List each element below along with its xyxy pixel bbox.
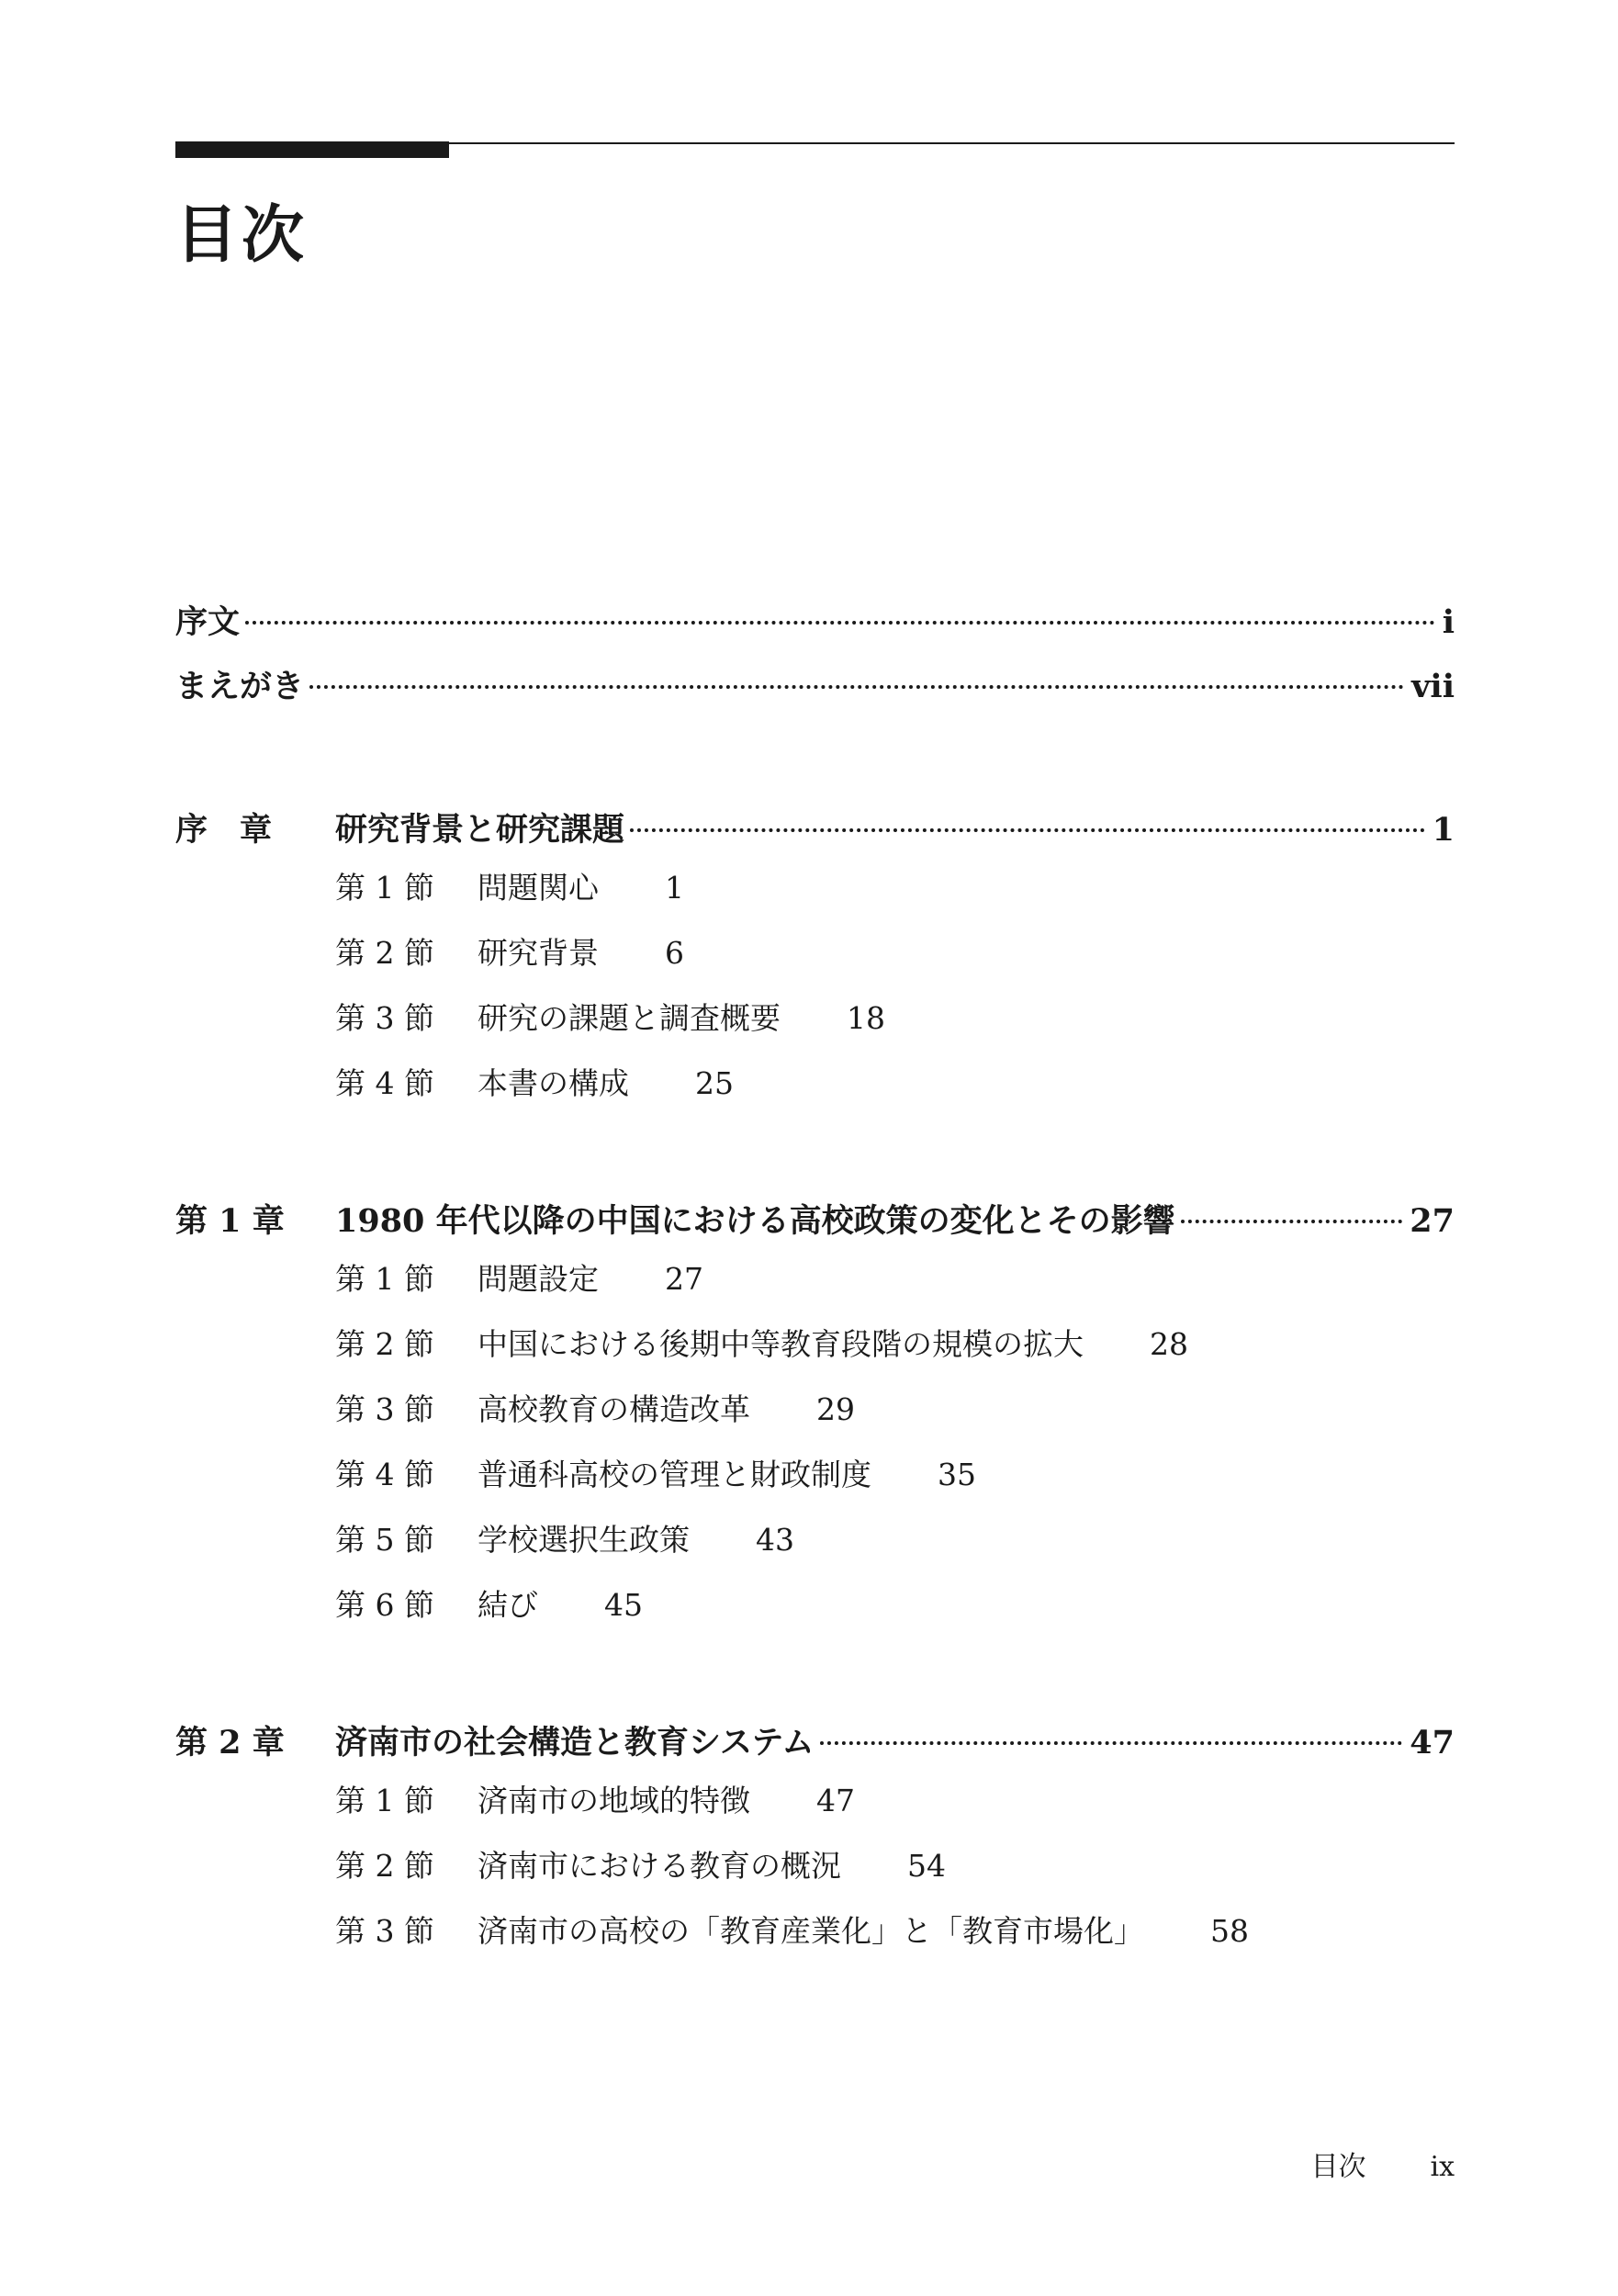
- toc-entry-foreword[interactable]: [175, 661, 1455, 726]
- section-entry[interactable]: [335, 934, 1455, 999]
- section-entry[interactable]: [335, 999, 1455, 1064]
- page-title: 目次: [175, 198, 309, 272]
- section-label: 第 6 節: [335, 1587, 434, 1623]
- section-label: 第 1 節: [335, 1783, 434, 1818]
- section-label: 第 2 節: [335, 935, 434, 971]
- section-list: [335, 1782, 1455, 1977]
- section-title: 済南市の高校の「教育産業化」と「教育市場化」: [478, 1913, 1144, 1949]
- entry-title: 序文: [175, 603, 241, 641]
- section-title: 研究背景: [478, 935, 599, 971]
- section-entry[interactable]: [335, 1586, 1455, 1651]
- page-footer: [1310, 2151, 1455, 2183]
- dot-leader: [1181, 1220, 1403, 1223]
- chapter-label: 第 1 章: [175, 1202, 285, 1240]
- running-title: 目次: [1310, 2151, 1366, 2183]
- section-page: 18: [847, 1000, 885, 1036]
- section-page: 45: [604, 1587, 643, 1623]
- section-label: 第 2 節: [335, 1326, 434, 1362]
- dot-leader: [820, 1741, 1403, 1745]
- section-entry[interactable]: [335, 1064, 1455, 1130]
- dot-leader: [630, 828, 1425, 832]
- chapter-label: 第 2 章: [175, 1724, 285, 1761]
- section-entry[interactable]: [335, 1521, 1455, 1586]
- section-label: 第 3 節: [335, 1913, 434, 1949]
- section-title: 高校教育の構造改革: [478, 1391, 750, 1427]
- chapter-title: 済南市の社会構造と教育システム: [335, 1724, 815, 1761]
- section-title: 普通科高校の管理と財政制度: [478, 1457, 871, 1492]
- section-label: 第 4 節: [335, 1065, 434, 1101]
- chapter-heading[interactable]: [175, 1717, 1455, 1782]
- section-title: 済南市の地域的特徴: [478, 1783, 750, 1818]
- section-list: [335, 1260, 1455, 1651]
- dot-leader: [309, 685, 1404, 689]
- section-title: 中国における後期中等教育段階の規模の拡大: [478, 1326, 1084, 1362]
- chapter-page: 27: [1410, 1202, 1455, 1240]
- section-entry[interactable]: [335, 1782, 1455, 1847]
- section-list: [335, 869, 1455, 1130]
- entry-page: i: [1442, 603, 1455, 641]
- section-entry[interactable]: [335, 1847, 1455, 1912]
- section-entry[interactable]: [335, 1325, 1455, 1390]
- dot-leader: [245, 621, 1435, 625]
- chapter-title: 1980 年代以降の中国における高校政策の変化とその影響: [335, 1202, 1175, 1240]
- chapter-heading[interactable]: [175, 1196, 1455, 1260]
- table-of-contents: [175, 597, 1455, 2043]
- chapter-page: 1: [1432, 811, 1455, 849]
- header-rule-accent: [175, 141, 449, 158]
- chapter-introduction: [175, 805, 1455, 1130]
- section-label: 第 1 節: [335, 1261, 434, 1297]
- section-page: 28: [1150, 1326, 1188, 1362]
- section-page: 27: [665, 1261, 703, 1297]
- section-page: 25: [695, 1065, 734, 1101]
- chapter-1: [175, 1196, 1455, 1651]
- chapter-label: 序 章: [175, 811, 273, 849]
- chapter-title: 研究背景と研究課題: [335, 811, 625, 849]
- page-number: ix: [1430, 2151, 1455, 2183]
- section-label: 第 5 節: [335, 1522, 434, 1558]
- section-page: 1: [665, 870, 684, 906]
- section-page: 29: [816, 1391, 855, 1427]
- section-label: 第 4 節: [335, 1457, 434, 1492]
- section-entry[interactable]: [335, 1912, 1455, 1977]
- section-page: 43: [756, 1522, 794, 1558]
- entry-title: まえがき: [175, 668, 305, 705]
- section-page: 54: [907, 1848, 946, 1884]
- section-entry[interactable]: [335, 1456, 1455, 1521]
- section-title: 問題設定: [478, 1261, 599, 1297]
- chapter-2: [175, 1717, 1455, 1977]
- section-title: 結び: [478, 1587, 538, 1623]
- chapter-page: 47: [1410, 1724, 1455, 1761]
- section-entry[interactable]: [335, 1390, 1455, 1456]
- section-label: 第 3 節: [335, 1391, 434, 1427]
- section-entry[interactable]: [335, 869, 1455, 934]
- front-matter: [175, 597, 1455, 726]
- section-entry[interactable]: [335, 1260, 1455, 1325]
- section-label: 第 2 節: [335, 1848, 434, 1884]
- section-label: 第 3 節: [335, 1000, 434, 1036]
- section-label: 第 1 節: [335, 870, 434, 906]
- section-page: 58: [1210, 1913, 1249, 1949]
- entry-page: vii: [1411, 668, 1455, 705]
- toc-entry-preface[interactable]: [175, 597, 1455, 661]
- section-title: 本書の構成: [478, 1065, 629, 1101]
- section-page: 47: [816, 1783, 855, 1818]
- section-title: 研究の課題と調査概要: [478, 1000, 781, 1036]
- section-page: 6: [665, 935, 684, 971]
- section-title: 済南市における教育の概況: [478, 1848, 841, 1884]
- section-page: 35: [938, 1457, 976, 1492]
- section-title: 問題関心: [478, 870, 599, 906]
- section-title: 学校選択生政策: [478, 1522, 690, 1558]
- chapter-heading[interactable]: [175, 805, 1455, 869]
